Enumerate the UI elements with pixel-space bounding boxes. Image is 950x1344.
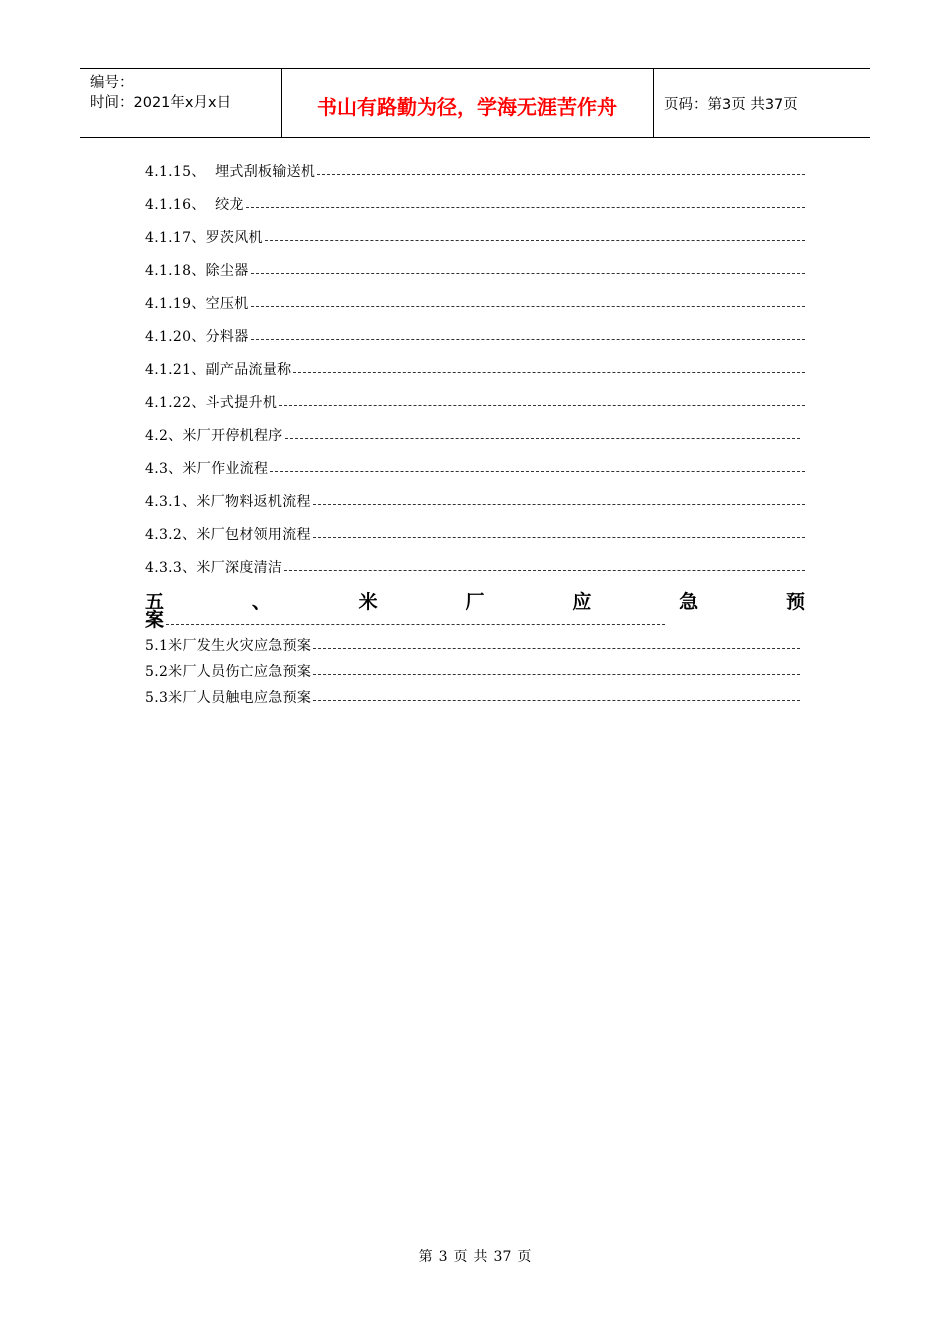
toc-item-text: 4.2、米厂开停机程序 [145,428,283,444]
chapter-char: 预 [785,591,805,613]
motto: 书山有路勤为径，学海无涯苦作舟 [317,95,617,119]
toc-item-text: 4.1.22、斗式提升机 [145,395,278,411]
leader-dashes [270,471,805,472]
toc-item-text: 4.3.2、米厂包材领用流程 [145,527,311,543]
chapter-char: 五 [145,591,165,613]
chapter-char: 、 [251,591,271,613]
leader-dashes [313,700,800,701]
leader-dashes [317,174,805,175]
toc-item[interactable] [145,458,805,478]
footer-total-pages: 37 [493,1249,512,1265]
chapter-char: 急 [679,591,699,613]
toc-item[interactable] [145,161,805,181]
footer-text: 共 [473,1249,488,1265]
toc-item-text: 5.1米厂发生火灾应急预案 [145,638,312,654]
time-label: 时间：2021年x月x日 [90,95,232,111]
footer-text: 第 [418,1249,433,1265]
toc-item[interactable] [145,260,805,280]
toc-item-text: 4.3、米厂作业流程 [145,461,269,477]
page-header [80,68,870,138]
toc-item[interactable] [145,359,805,379]
header-page-cell [654,69,870,137]
toc-item-text: 4.3.1、米厂物料返机流程 [145,494,311,510]
toc-item-text: 4.1.19、空压机 [145,296,249,312]
chapter-heading-tail[interactable] [145,610,665,632]
toc-item[interactable] [145,661,800,681]
leader-dashes [313,537,805,538]
toc-item[interactable] [145,557,805,577]
toc-item[interactable] [145,194,805,214]
toc-item[interactable] [145,425,800,445]
toc-item-text: 4.1.16、 绞龙 [145,197,244,213]
leader-dashes [166,624,665,625]
toc-item[interactable] [145,687,800,707]
leader-dashes [293,372,805,373]
chapter-char: 厂 [465,591,485,613]
footer-text: 页 [453,1249,468,1265]
toc-item-text: 4.1.17、罗茨风机 [145,230,263,246]
toc-item[interactable] [145,227,805,247]
leader-dashes [279,405,805,406]
leader-dashes [251,273,805,274]
toc-item[interactable] [145,524,805,544]
page-footer [0,1246,950,1266]
header-motto-cell [281,69,654,137]
chapter-char: 米 [358,591,378,613]
toc-item[interactable] [145,635,800,655]
footer-text: 页 [517,1249,532,1265]
leader-dashes [251,339,805,340]
leader-dashes [265,240,805,241]
leader-dashes [313,648,800,649]
toc-item-text: 4.1.21、副产品流量称 [145,362,292,378]
chapter-tail-char: 案 [145,609,165,631]
chapter-char: 应 [572,591,592,613]
toc-item-text: 4.1.20、分料器 [145,329,249,345]
toc-item[interactable] [145,293,805,313]
leader-dashes [285,438,800,439]
toc-item-text: 5.2米厂人员伤亡应急预案 [145,664,312,680]
page-info: 页码：第3页 共37页 [664,97,798,113]
leader-dashes [251,306,805,307]
leader-dashes [246,207,805,208]
toc-item-text: 4.3.3、米厂深度清洁 [145,560,283,576]
footer-page-number: 3 [438,1249,448,1265]
header-info-cell [80,69,282,137]
number-label: 编号： [90,75,134,91]
toc-item-text: 4.1.18、除尘器 [145,263,249,279]
toc-item-text: 5.3米厂人员触电应急预案 [145,690,312,706]
toc-item[interactable] [145,326,805,346]
leader-dashes [313,504,805,505]
toc-item[interactable] [145,392,805,412]
toc-item[interactable] [145,491,805,511]
toc-item-text: 4.1.15、 埋式刮板输送机 [145,164,316,180]
leader-dashes [313,674,800,675]
leader-dashes [284,570,805,571]
